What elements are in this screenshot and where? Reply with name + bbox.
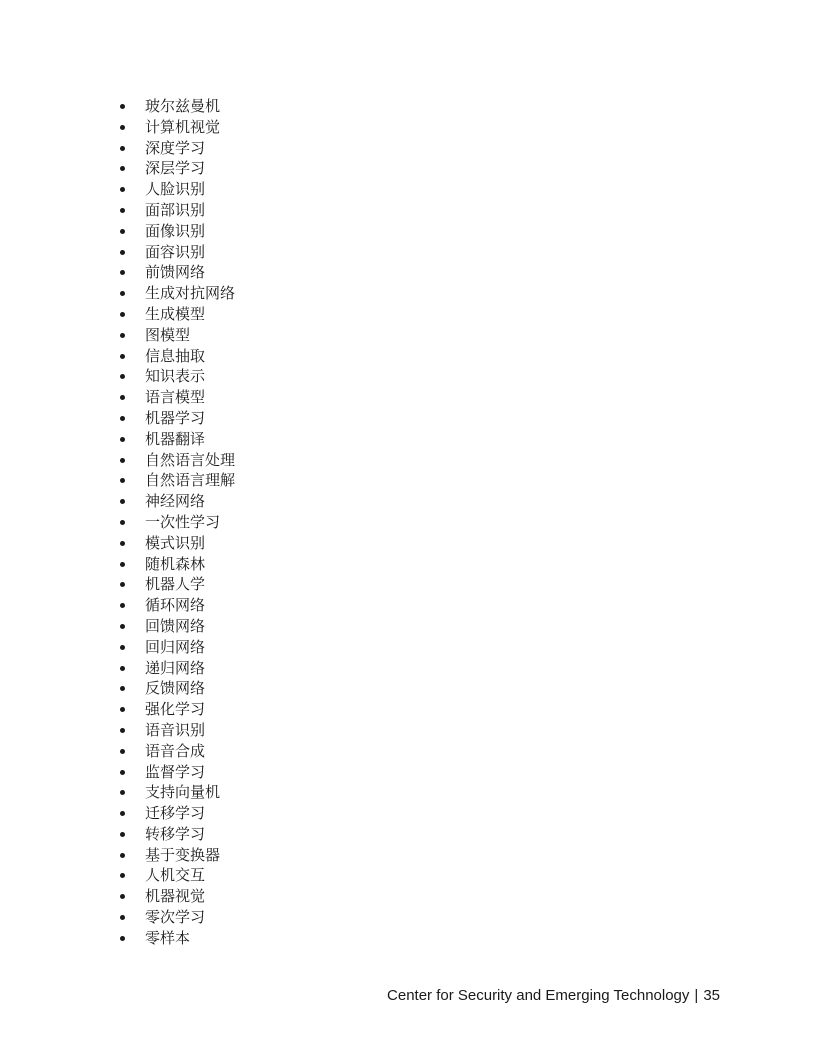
bullet-icon [120,374,125,379]
list-item [116,865,235,886]
bullet-icon [120,229,125,234]
list-item-text: 人机交互 [145,866,206,885]
bullet-icon [120,270,125,275]
list-item-text: 强化学习 [145,700,206,719]
bullet-icon [120,811,125,816]
list-item [116,741,235,762]
bullet-icon [120,873,125,878]
footer-separator: | [694,987,699,1004]
list-item [116,574,235,595]
page-footer [387,987,720,1004]
list-item [116,595,235,616]
list-item-text: 语音合成 [145,741,206,760]
list-item-text: 图模型 [145,325,191,344]
list-item-text: 知识表示 [145,367,206,386]
list-item-text: 计算机视觉 [145,117,221,136]
list-item [116,346,235,367]
bullet-icon [120,354,125,359]
list-item-text: 自然语言理解 [145,471,236,490]
bullet-icon [120,187,125,192]
list-item [116,824,235,845]
list-item-text: 深层学习 [145,159,206,178]
list-item [116,699,235,720]
list-item [116,429,235,450]
list-item [116,720,235,741]
bullet-icon [120,915,125,920]
bullet-icon [120,333,125,338]
bullet-icon [120,437,125,442]
bullet-icon [120,166,125,171]
bullet-icon [120,208,125,213]
bullet-icon [120,686,125,691]
bullet-icon [120,562,125,567]
list-item-text: 支持向量机 [145,783,221,802]
list-item-text: 生成对抗网络 [145,284,236,303]
bullet-icon [120,312,125,317]
list-item [116,928,235,949]
term-list [116,96,235,949]
list-item [116,450,235,471]
list-item [116,221,235,242]
bullet-icon [120,790,125,795]
bullet-icon [120,770,125,775]
list-item [116,158,235,179]
list-item-text: 机器翻译 [145,429,206,448]
list-item [116,304,235,325]
bullet-icon [120,728,125,733]
list-item-text: 语音识别 [145,720,206,739]
list-item-text: 反馈网络 [145,679,206,698]
list-item-text: 人脸识别 [145,180,206,199]
list-item-text: 玻尔兹曼机 [145,97,221,115]
list-item [116,637,235,658]
list-item [116,366,235,387]
page-number: 35 [703,987,720,1004]
list-item-text: 零样本 [145,928,191,947]
list-item [116,616,235,637]
list-item-text: 语言模型 [145,388,206,407]
bullet-icon [120,832,125,837]
bullet-icon [120,146,125,151]
list-item-text: 一次性学习 [145,512,221,531]
list-item-text: 监督学习 [145,762,206,781]
list-item [116,491,235,512]
list-item-text: 面部识别 [145,200,206,219]
list-item-text: 随机森林 [145,554,206,573]
list-item-text: 转移学习 [145,824,206,843]
list-item [116,200,235,221]
list-item-text: 生成模型 [145,304,206,323]
bullet-icon [120,250,125,255]
bullet-icon [120,582,125,587]
list-item-text: 面容识别 [145,242,206,261]
footer-organization: Center for Security and Emerging Technology [387,987,690,1004]
bullet-icon [120,499,125,504]
list-item-text: 模式识别 [145,533,206,552]
list-item [116,408,235,429]
list-item [116,242,235,263]
list-item [116,179,235,200]
bullet-icon [120,853,125,858]
list-item [116,117,235,138]
list-item-text: 前馈网络 [145,263,206,282]
list-item [116,96,235,117]
bullet-icon [120,749,125,754]
bullet-icon [120,395,125,400]
list-item [116,325,235,346]
list-item [116,262,235,283]
bullet-icon [120,624,125,629]
list-item-text: 神经网络 [145,492,206,511]
bullet-icon [120,603,125,608]
bullet-icon [120,936,125,941]
bullet-icon [120,520,125,525]
list-item [116,886,235,907]
bullet-icon [120,894,125,899]
list-item-text: 面像识别 [145,221,206,240]
bullet-icon [120,291,125,296]
list-item [116,803,235,824]
list-item-text: 回馈网络 [145,616,206,635]
list-item [116,845,235,866]
list-item-text: 机器视觉 [145,887,206,906]
list-item-text: 机器人学 [145,575,206,594]
list-item [116,387,235,408]
list-item [116,782,235,803]
bullet-icon [120,541,125,546]
bullet-icon [120,458,125,463]
list-item-text: 自然语言处理 [145,450,236,469]
list-item [116,533,235,554]
list-item [116,512,235,533]
list-item-text: 机器学习 [145,408,206,427]
list-item-text: 回归网络 [145,637,206,656]
list-item-text: 零次学习 [145,908,206,927]
list-item [116,470,235,491]
list-item-text: 递归网络 [145,658,206,677]
list-item-text: 基于变换器 [145,845,221,864]
bullet-icon [120,707,125,712]
bullet-icon [120,666,125,671]
bullet-icon [120,416,125,421]
list-item-text: 迁移学习 [145,804,206,823]
list-item [116,138,235,159]
list-item-text: 深度学习 [145,138,206,157]
bullet-icon [120,125,125,130]
list-item-text: 循环网络 [145,596,206,615]
list-item [116,658,235,679]
list-item [116,554,235,575]
list-item [116,283,235,304]
bullet-icon [120,478,125,483]
bullet-icon [120,104,125,109]
list-item-text: 信息抽取 [145,346,206,365]
list-item [116,762,235,783]
bullet-icon [120,645,125,650]
list-item [116,678,235,699]
list-item [116,907,235,928]
